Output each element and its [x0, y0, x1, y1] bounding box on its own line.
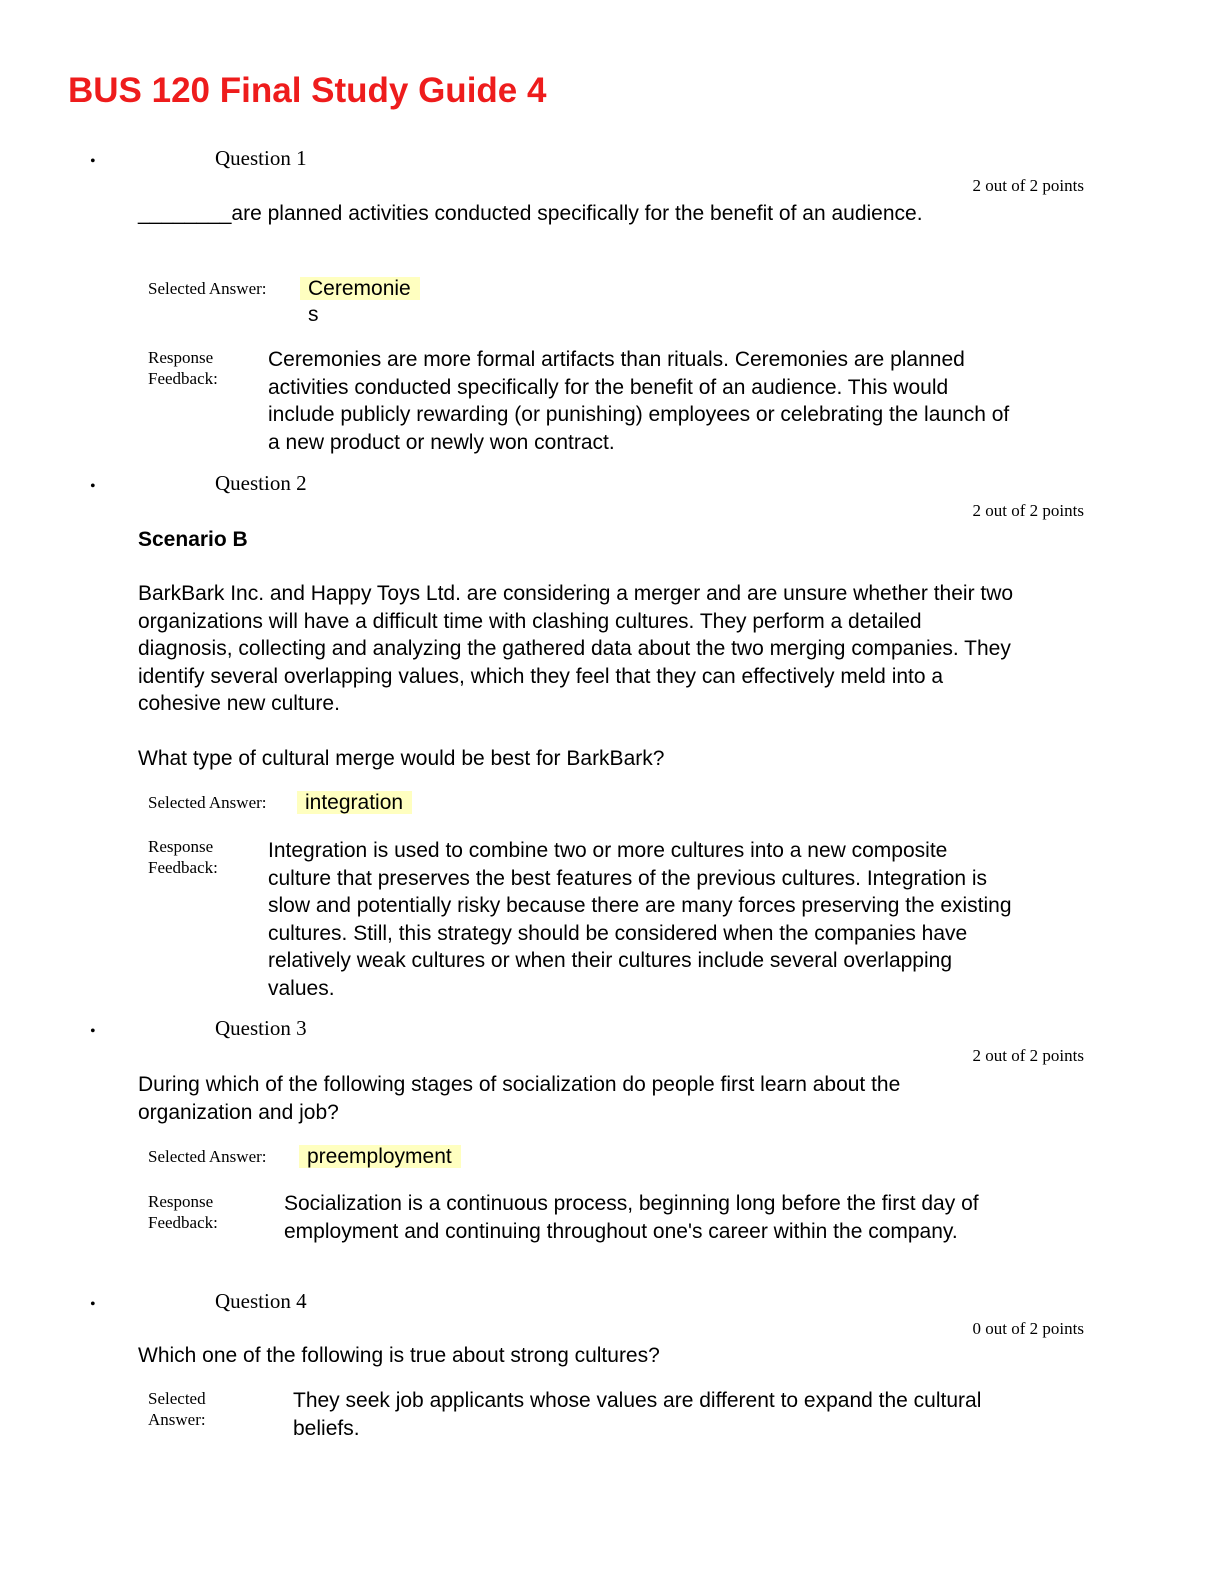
question-text: During which of the following stages of socialization do people first learn about the organization and job? — [138, 1073, 901, 1124]
selected-answer-line1: Ceremonie — [300, 277, 420, 300]
question-text: Which one of the following is true about strong cultures? — [138, 1344, 660, 1367]
selected-answer: They seek job applicants whose values are different to expand the cultural beliefs. — [293, 1389, 982, 1440]
bullet: • — [90, 1023, 96, 1040]
selected-answer-label: Selected Answer: — [148, 279, 267, 298]
feedback-label: Response Feedback: — [148, 837, 218, 877]
selected-answer-label: Selected Answer: — [148, 793, 267, 812]
scenario-heading: Scenario B — [138, 528, 248, 551]
selected-answer-label: Selected Answer: — [148, 1147, 267, 1166]
bullet: • — [90, 153, 96, 170]
response-feedback: Socialization is a continuous process, beginning long before the first day of employment and continuing throughout one's career within the company. — [284, 1192, 979, 1243]
points-score: 2 out of 2 points — [972, 501, 1084, 520]
feedback-label: Response Feedback: — [148, 1192, 218, 1232]
points-score: 2 out of 2 points — [972, 1046, 1084, 1065]
bullet: • — [90, 478, 96, 495]
question-label: Question 3 — [215, 1016, 307, 1040]
selected-answer-label: Selected Answer: — [148, 1389, 206, 1429]
points-score: 2 out of 2 points — [972, 176, 1084, 195]
question-label: Question 4 — [215, 1289, 307, 1313]
page-title: BUS 120 Final Study Guide 4 — [68, 71, 547, 110]
scenario-text: BarkBark Inc. and Happy Toys Ltd. are considering a merger and are unsure whether their two organizations will have a difficult time with clashing cultures. They perform a detailed diagnosis, collecting and analyzing the gathered data about the two merging companies. They identify several overlapping values, which they feel that they can effectively meld into a cohesive new culture. — [138, 582, 1014, 715]
selected-answer: preemployment — [299, 1144, 461, 1170]
points-score: 0 out of 2 points — [972, 1319, 1084, 1338]
question-text: ________are planned activities conducted specifically for the benefit of an audience. — [138, 202, 923, 225]
feedback-label: Response Feedback: — [148, 348, 218, 388]
question-label: Question 2 — [215, 471, 307, 495]
selected-answer: integration — [297, 790, 412, 816]
question-text: What type of cultural merge would be best for BarkBark? — [138, 747, 665, 770]
selected-answer-line2: s — [308, 303, 319, 326]
bullet: • — [90, 1296, 96, 1313]
response-feedback: Ceremonies are more formal artifacts than rituals. Ceremonies are planned activities conducted specifically for the benefit of an audience. This would include publicly rewarding (or punishing) employees or celebrating the launch of a new product or newly won contract. — [268, 348, 1010, 454]
response-feedback: Integration is used to combine two or more cultures into a new composite culture that preserves the best features of the previous cultures. Integration is slow and potentially risky because there are many forces preserving the existing cultures. Still, this strategy should be considered when the companies have relatively weak cultures or when their cultures include several overlapping values. — [268, 839, 1012, 1000]
question-label: Question 1 — [215, 146, 307, 170]
selected-answer — [300, 276, 420, 328]
